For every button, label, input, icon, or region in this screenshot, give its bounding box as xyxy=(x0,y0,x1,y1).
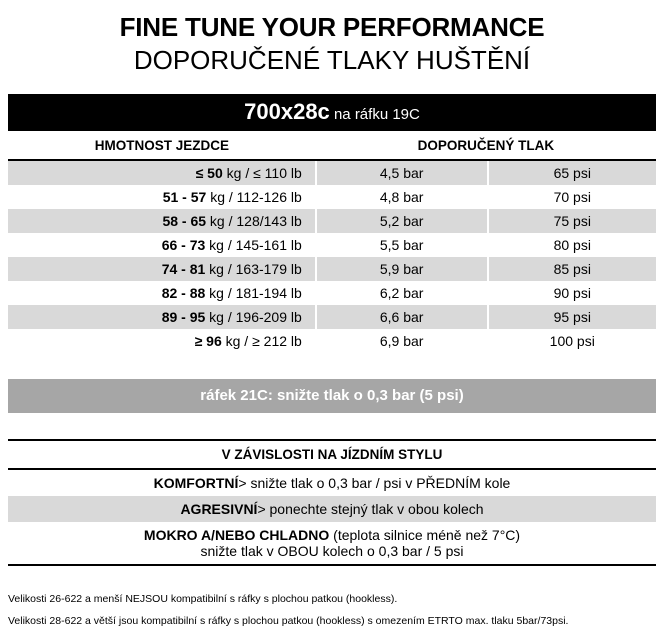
cell-bar: 5,5 bar xyxy=(316,233,488,257)
title-block xyxy=(0,0,664,76)
table-row xyxy=(8,233,656,257)
cell-psi: 75 psi xyxy=(488,209,656,233)
rim-width-label: na ráfku 19C xyxy=(329,105,420,123)
riding-style-text-line2: snižte tlak v OBOU kolech o 0,3 bar / 5 psi xyxy=(200,543,464,560)
riding-style-label: MOKRO A/NEBO CHLADNO xyxy=(143,527,330,544)
tire-size-banner xyxy=(8,94,656,131)
cell-psi: 85 psi xyxy=(488,257,656,281)
cell-psi: 100 psi xyxy=(488,329,656,353)
cell-bar: 6,6 bar xyxy=(316,305,488,329)
pressure-table-body xyxy=(8,160,656,353)
page-title: FINE TUNE YOUR PERFORMANCE xyxy=(119,12,545,42)
footnote-1: Velikosti 26-622 a menší NEJSOU kompatibilní s ráfky s plochou patkou (hookless). xyxy=(8,592,398,605)
riding-style-text: > ponechte stejný tlak v obou kolech xyxy=(257,501,484,518)
riding-style-row-comfort xyxy=(8,470,656,496)
riding-style-row-aggressive xyxy=(8,496,656,522)
cell-weight: 74 - 81 kg / 163-179 lb xyxy=(8,257,316,281)
column-header-weight: HMOTNOST JEZDCE xyxy=(8,131,316,160)
footnotes xyxy=(8,592,656,631)
cell-bar: 4,8 bar xyxy=(316,185,488,209)
cell-psi: 70 psi xyxy=(488,185,656,209)
table-row xyxy=(8,209,656,233)
cell-bar: 5,9 bar xyxy=(316,257,488,281)
table-row xyxy=(8,305,656,329)
riding-style-header: V ZÁVISLOSTI NA JÍZDNÍM STYLU xyxy=(8,441,656,470)
cell-psi: 95 psi xyxy=(488,305,656,329)
riding-style-row-wet-cold xyxy=(8,522,656,564)
footnote-2: Velikosti 28-622 a větší jsou kompatibilní s ráfky s plochou patkou (hookless) s omezením ETRTO max. tlaku 5bar/73psi. xyxy=(8,615,569,628)
riding-style-label: KOMFORTNÍ xyxy=(153,475,239,492)
cell-bar: 5,2 bar xyxy=(316,209,488,233)
cell-weight: 89 - 95 kg / 196-209 lb xyxy=(8,305,316,329)
cell-bar: 4,5 bar xyxy=(316,160,488,185)
cell-bar: 6,9 bar xyxy=(316,329,488,353)
riding-style-label: AGRESIVNÍ xyxy=(180,501,258,518)
tire-size-label: 700x28c xyxy=(244,98,330,124)
cell-psi: 65 psi xyxy=(488,160,656,185)
cell-weight: 58 - 65 kg / 128/143 lb xyxy=(8,209,316,233)
riding-style-table xyxy=(8,439,656,566)
page-subtitle: DOPORUČENÉ TLAKY HUŠTĚNÍ xyxy=(133,44,531,75)
riding-style-text: > snižte tlak o 0,3 bar / psi v PŘEDNÍM kole xyxy=(238,475,511,492)
table-row xyxy=(8,257,656,281)
cell-weight: 51 - 57 kg / 112-126 lb xyxy=(8,185,316,209)
pressure-table xyxy=(8,131,656,353)
cell-weight: 82 - 88 kg / 181-194 lb xyxy=(8,281,316,305)
riding-style-text: (teplota silnice méně než 7°C) xyxy=(329,527,521,544)
cell-weight: ≤ 50 kg / ≤ 110 lb xyxy=(8,160,316,185)
cell-weight: 66 - 73 kg / 145-161 lb xyxy=(8,233,316,257)
cell-psi: 80 psi xyxy=(488,233,656,257)
table-header-row xyxy=(8,131,656,160)
table-row xyxy=(8,185,656,209)
cell-weight: ≥ 96 kg / ≥ 212 lb xyxy=(8,329,316,353)
table-row xyxy=(8,329,656,353)
column-header-pressure: DOPORUČENÝ TLAK xyxy=(316,131,656,160)
table-row xyxy=(8,281,656,305)
table-row xyxy=(8,160,656,185)
cell-bar: 6,2 bar xyxy=(316,281,488,305)
cell-psi: 90 psi xyxy=(488,281,656,305)
rim-note-bar: ráfek 21C: snižte tlak o 0,3 bar (5 psi) xyxy=(8,379,656,413)
